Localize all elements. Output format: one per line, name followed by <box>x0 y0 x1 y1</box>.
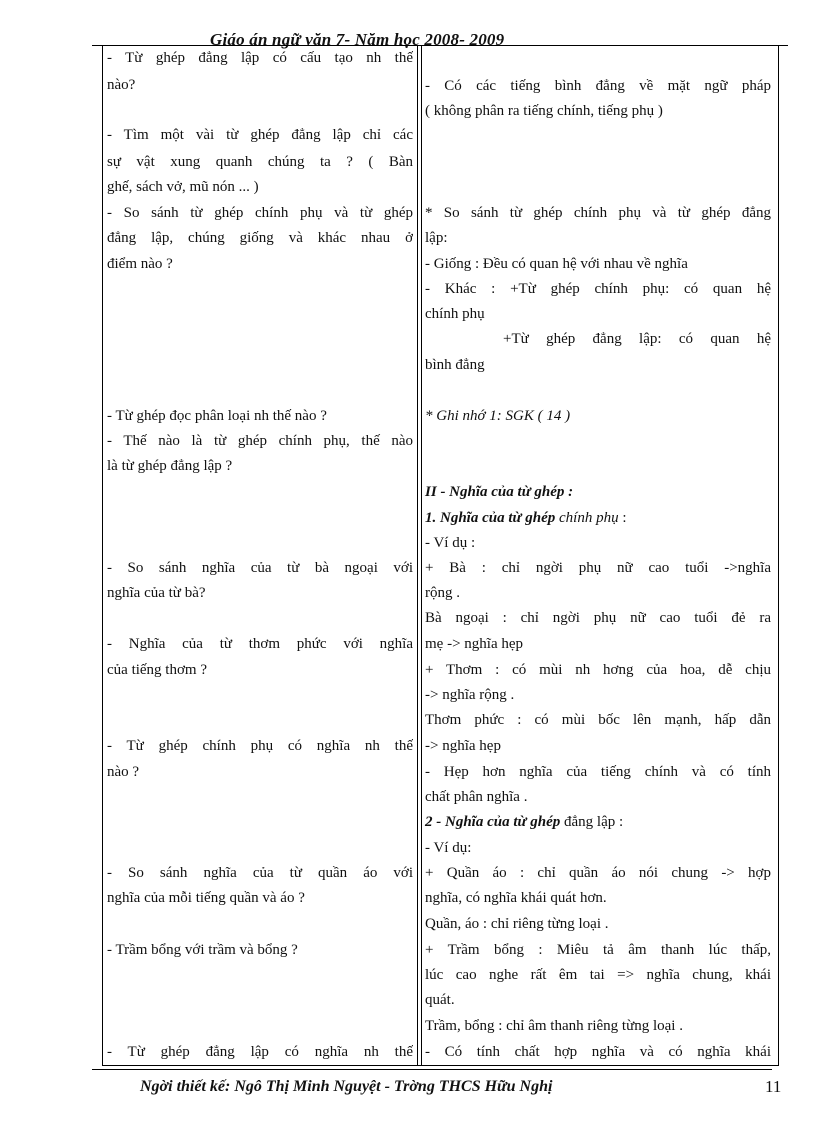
right-line: Thơm phức : có mùi bốc lên mạnh, hấp dẫn <box>425 712 771 728</box>
memory-note: * Ghi nhớ 1: SGK ( 14 ) <box>425 408 571 424</box>
left-line: - Từ ghép đẳng lập có nghĩa nh thế <box>107 1044 413 1060</box>
right-line: nghĩa, có nghĩa khái quát hơn. <box>425 890 607 906</box>
subheading <box>425 810 771 834</box>
subheading-bold: 2 - Nghĩa của từ ghép <box>425 814 561 830</box>
right-line: - Ví dụ: <box>425 840 472 856</box>
left-line: - Nghĩa của từ thơm phức với nghĩa <box>107 636 413 652</box>
footer-credit: Ngời thiết kế: Ngô Thị Minh Nguyệt - Trờng THCS Hữu Nghị <box>140 1078 553 1095</box>
right-line: lúc cao nghe rất êm tai => nghĩa chung, khái <box>425 967 771 983</box>
left-line: - Từ ghép đọc phân loại nh thế nào ? <box>107 408 327 424</box>
right-line: + Thơm : có mùi nh hơng của hoa, dễ chịu <box>425 662 771 678</box>
section-number: II <box>425 484 437 500</box>
left-line: là từ ghép đẳng lập ? <box>107 458 233 474</box>
right-line: Bà ngoại : chỉ ngời phụ nữ cao tuổi đẻ ra <box>425 610 771 626</box>
right-line: lập: <box>425 230 448 246</box>
right-line: chất phân nghĩa . <box>425 789 528 805</box>
right-line: Trầm, bổng : chỉ âm thanh riêng từng loại . <box>425 1018 683 1034</box>
left-line: - So sánh nghĩa của từ bà ngoại với <box>107 560 413 576</box>
right-line: ( không phân ra tiếng chính, tiếng phụ ) <box>425 103 663 119</box>
left-line: - Thế nào là từ ghép chính phụ, thế nào <box>107 433 413 449</box>
right-line: Quần, áo : chỉ riêng từng loại . <box>425 916 609 932</box>
right-line: +Từ ghép đẳng lập: có quan hệ <box>503 331 771 347</box>
right-line: mẹ -> nghĩa hẹp <box>425 636 524 652</box>
right-line: rộng . <box>425 585 460 601</box>
right-line: + Trầm bổng : Miêu tả âm thanh lúc thấp, <box>425 942 771 958</box>
right-line: -> nghĩa hẹp <box>425 738 501 754</box>
right-line: bình đẳng <box>425 357 485 373</box>
table-bottom-rule <box>103 1065 778 1066</box>
left-line: - Từ ghép chính phụ có nghĩa nh thế <box>107 738 413 754</box>
left-line: - So sánh từ ghép chính phụ và từ ghép <box>107 205 413 221</box>
left-line: - Tìm một vài từ ghép đẳng lập chỉ các <box>107 127 413 143</box>
subheading-tail: : <box>618 510 627 526</box>
left-line: sự vật xung quanh chúng ta ? ( Bàn <box>107 154 413 170</box>
subheading-plain: đẳng lập : <box>560 814 624 830</box>
section-heading <box>425 480 771 504</box>
left-line: - So sánh nghĩa của từ quần áo với <box>107 865 413 881</box>
right-line: + Bà : chỉ ngời phụ nữ cao tuổi ->nghĩa <box>425 560 771 576</box>
left-line: nghĩa của từ bà? <box>107 585 206 601</box>
subheading-plain: chính phụ <box>555 510 619 526</box>
section-title: - Nghĩa của từ ghép : <box>436 484 574 500</box>
left-line: - Trầm bổng với trầm và bổng ? <box>107 942 298 958</box>
right-line: chính phụ <box>425 306 485 322</box>
left-line: nào? <box>107 77 136 93</box>
page-number: 11 <box>765 1077 782 1096</box>
left-line: - Từ ghép đẳng lập có cấu tạo nh thế <box>107 50 413 66</box>
right-line: - Ví dụ : <box>425 535 476 551</box>
right-line: - Có các tiếng bình đẳng về mặt ngữ pháp <box>425 78 771 94</box>
footer-rule <box>92 1069 772 1070</box>
right-line: + Quần áo : chỉ quần áo nói chung -> hợp <box>425 865 771 881</box>
page-header <box>0 28 816 48</box>
right-line: - Giống : Đều có quan hệ với nhau về nghĩa <box>425 256 688 272</box>
header-title: Giáo án ngữ văn 7- Năm học 2008- 2009 <box>210 30 505 49</box>
right-line: * So sánh từ ghép chính phụ và từ ghép đẳng <box>425 205 771 221</box>
left-line: nghĩa của mỗi tiếng quần và áo ? <box>107 890 305 906</box>
lesson-table <box>102 46 779 1066</box>
left-line: của tiếng thơm ? <box>107 662 207 678</box>
right-line: - Khác : +Từ ghép chính phụ: có quan hệ <box>425 281 771 297</box>
left-line: ghế, sách vở, mũ nón ... ) <box>107 179 259 195</box>
column-divider <box>417 46 422 1066</box>
subheading-bold: 1. Nghĩa của từ ghép <box>425 510 556 526</box>
subheading <box>425 506 771 530</box>
right-line: quát. <box>425 992 455 1008</box>
right-line: -> nghĩa rộng . <box>425 687 515 703</box>
right-line: - Hẹp hơn nghĩa của tiếng chính và có tính <box>425 764 771 780</box>
right-line: - Có tính chất hợp nghĩa và có nghĩa khái <box>425 1044 771 1060</box>
left-line: nào ? <box>107 764 140 780</box>
left-line: đẳng lập, chúng giống và khác nhau ở <box>107 230 413 246</box>
left-line: điểm nào ? <box>107 256 173 272</box>
